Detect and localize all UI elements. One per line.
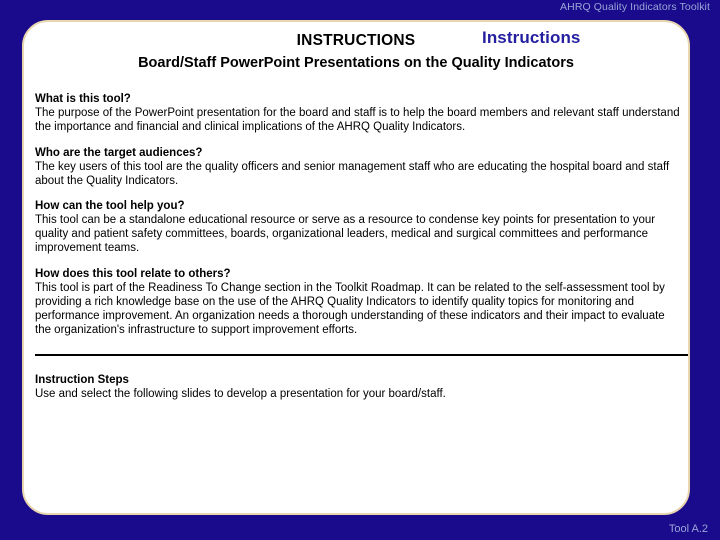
qa-block xyxy=(35,199,681,255)
slide-content xyxy=(24,22,688,513)
instruction-steps-block xyxy=(35,373,681,401)
instruction-steps-text: Use and select the following slides to develop a presentation for your board/staff. xyxy=(35,387,446,400)
instruction-steps-heading: Instruction Steps xyxy=(35,373,129,386)
section-label: Instructions xyxy=(482,28,581,47)
qa-block xyxy=(35,92,681,134)
qa-block xyxy=(35,146,681,188)
qa-answer: The purpose of the PowerPoint presentation for the board and staff is to help the board members and relevant staff understand the importance and financial and clinical implications of the AHRQ Quality Indicators. xyxy=(35,107,680,133)
qa-block xyxy=(35,267,681,337)
section-divider xyxy=(35,354,689,356)
qa-answer: This tool can be a standalone educational resource or serve as a resource to condense key points for presentation to your quality and patient safety committees, boards, organizational leaders, medical and surgical committees and performance improvement teams. xyxy=(35,214,656,254)
qa-question: What is this tool? xyxy=(35,93,131,105)
body-area xyxy=(35,92,681,401)
qa-question: How can the tool help you? xyxy=(35,200,185,212)
qa-answer: This tool is part of the Readiness To Change section in the Toolkit Roadmap. It can be related to the self-assessment tool by providing a rich knowledge base on the use of the AHRQ Quality Indicators to identify quality topics for monitoring and performance improvement. An organization needs a thorough understanding of these indicators and their impact to evaluate the organization's infrastructure to support improvement efforts. xyxy=(35,281,665,336)
tool-footer-label: Tool A.2 xyxy=(668,523,708,535)
qa-question: How does this tool relate to others? xyxy=(35,267,231,280)
qa-question: Who are the target audiences? xyxy=(35,146,203,159)
slide-card xyxy=(22,20,690,515)
qa-answer: The key users of this tool are the quality officers and senior management staff who are educating the hospital board and staff about the Quality Indicators. xyxy=(35,160,670,187)
title-row xyxy=(24,22,688,71)
page-subtitle: Board/Staff PowerPoint Presentations on the Quality Indicators xyxy=(138,55,574,71)
page-title: INSTRUCTIONS xyxy=(296,32,416,49)
toolkit-header-label: AHRQ Quality Indicators Toolkit xyxy=(560,1,710,13)
